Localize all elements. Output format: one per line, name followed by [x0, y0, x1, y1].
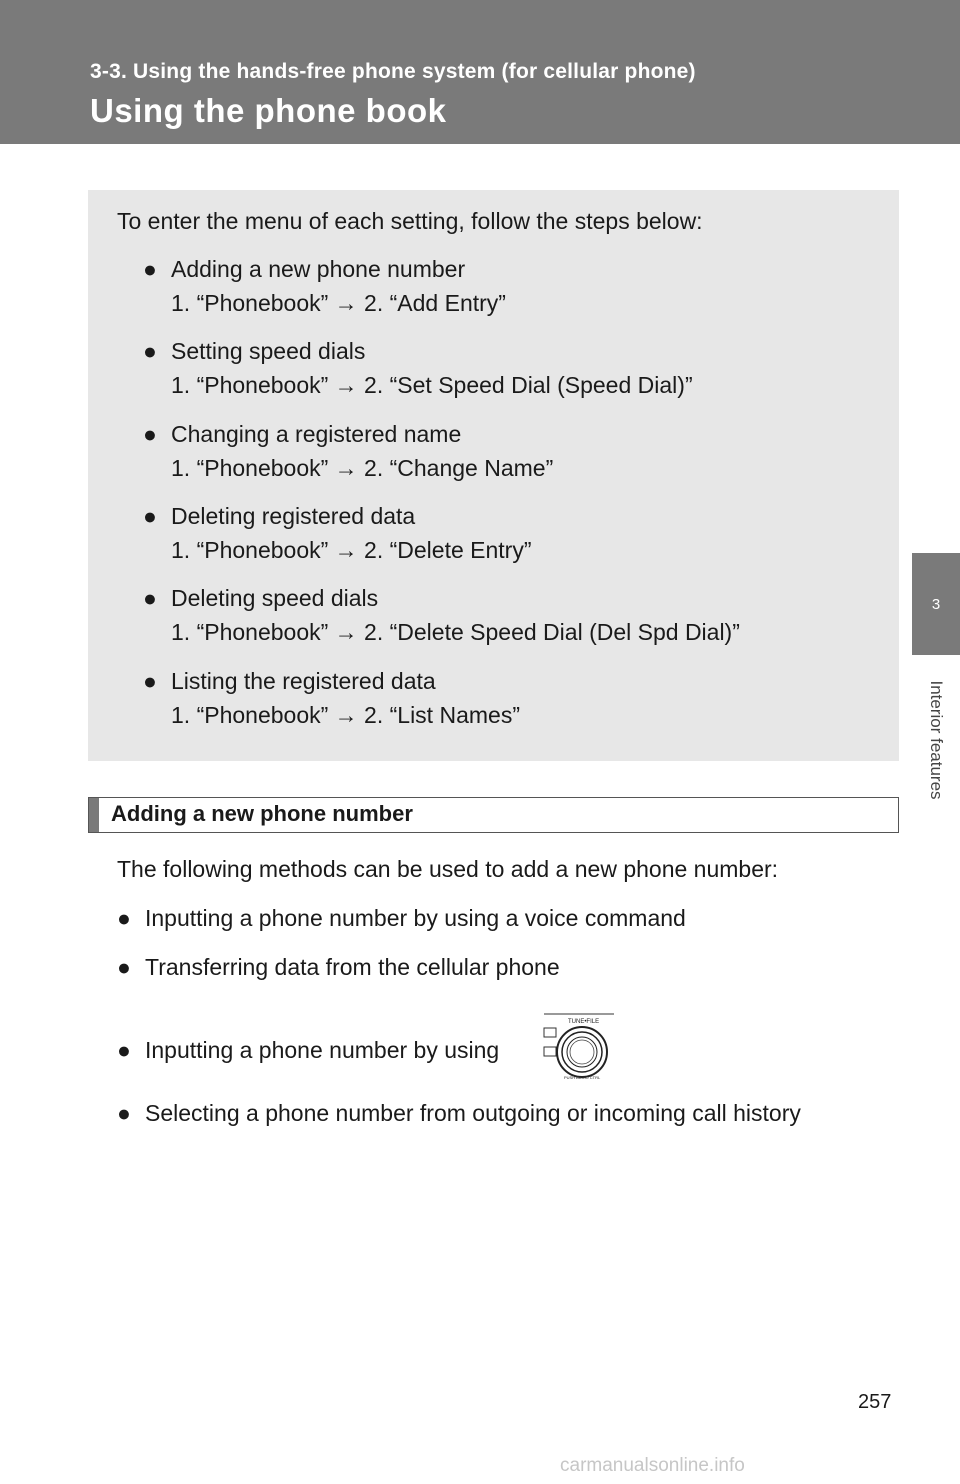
- knob-bottom-label: PUSH AUDIO CTRL: [564, 1075, 601, 1080]
- step-path: 1. “Phonebook” → 2. “Delete Speed Dial (Del Spd Dial)”: [171, 619, 740, 645]
- section-heading-text: Adding a new phone number: [111, 801, 413, 826]
- step-path: 1. “Phonebook” → 2. “List Names”: [171, 702, 520, 728]
- page-header: [0, 0, 960, 144]
- page-title: Using the phone book: [90, 92, 447, 129]
- bullet-icon: ●: [143, 585, 157, 611]
- bullet-icon: ●: [143, 421, 157, 447]
- step-title: Setting speed dials: [171, 338, 366, 364]
- step-path: 1. “Phonebook” → 2. “Change Name”: [171, 455, 554, 481]
- section-heading: [88, 797, 899, 833]
- page-number: 257: [858, 1391, 892, 1413]
- bullet-icon: ●: [117, 1100, 131, 1126]
- step-path: 1. “Phonebook” → 2. “Set Speed Dial (Speed Dial)”: [171, 372, 693, 398]
- step-title: Adding a new phone number: [171, 256, 466, 282]
- menu-steps-intro: To enter the menu of each setting, follow the steps below:: [117, 208, 703, 234]
- heading-accent-bar: [89, 798, 99, 832]
- bullet-icon: ●: [117, 905, 131, 931]
- menu-steps-box: [88, 190, 899, 761]
- tune-file-knob-icon: [536, 1010, 616, 1080]
- bullet-icon: ●: [143, 503, 157, 529]
- bullet-icon: ●: [117, 954, 131, 980]
- chapter-number: 3: [931, 595, 941, 613]
- step-title: Listing the registered data: [171, 668, 436, 694]
- step-path: 1. “Phonebook” → 2. “Add Entry”: [171, 290, 506, 316]
- watermark: carmanualsonline.info: [560, 1455, 745, 1476]
- section-intro: The following methods can be used to add a new phone number:: [117, 856, 779, 882]
- method-text: Inputting a phone number by using a voice command: [145, 905, 686, 931]
- knob-top-label: TUNE•FILE: [568, 1019, 600, 1025]
- bullet-icon: ●: [117, 1037, 131, 1063]
- bullet-icon: ●: [143, 256, 157, 282]
- method-text: Inputting a phone number by using: [145, 1037, 500, 1063]
- method-text: Transferring data from the cellular phone: [145, 954, 560, 980]
- section-label: 3-3. Using the hands-free phone system (for cellular phone): [90, 60, 696, 83]
- step-title: Deleting registered data: [171, 503, 416, 529]
- step-title: Deleting speed dials: [171, 585, 379, 611]
- chapter-name: Interior features: [927, 680, 946, 800]
- step-title: Changing a registered name: [171, 421, 462, 447]
- method-text: Selecting a phone number from outgoing or incoming call history: [145, 1100, 801, 1126]
- bullet-icon: ●: [143, 668, 157, 694]
- step-path: 1. “Phonebook” → 2. “Delete Entry”: [171, 537, 532, 563]
- bullet-icon: ●: [143, 338, 157, 364]
- chapter-tab: [912, 553, 960, 655]
